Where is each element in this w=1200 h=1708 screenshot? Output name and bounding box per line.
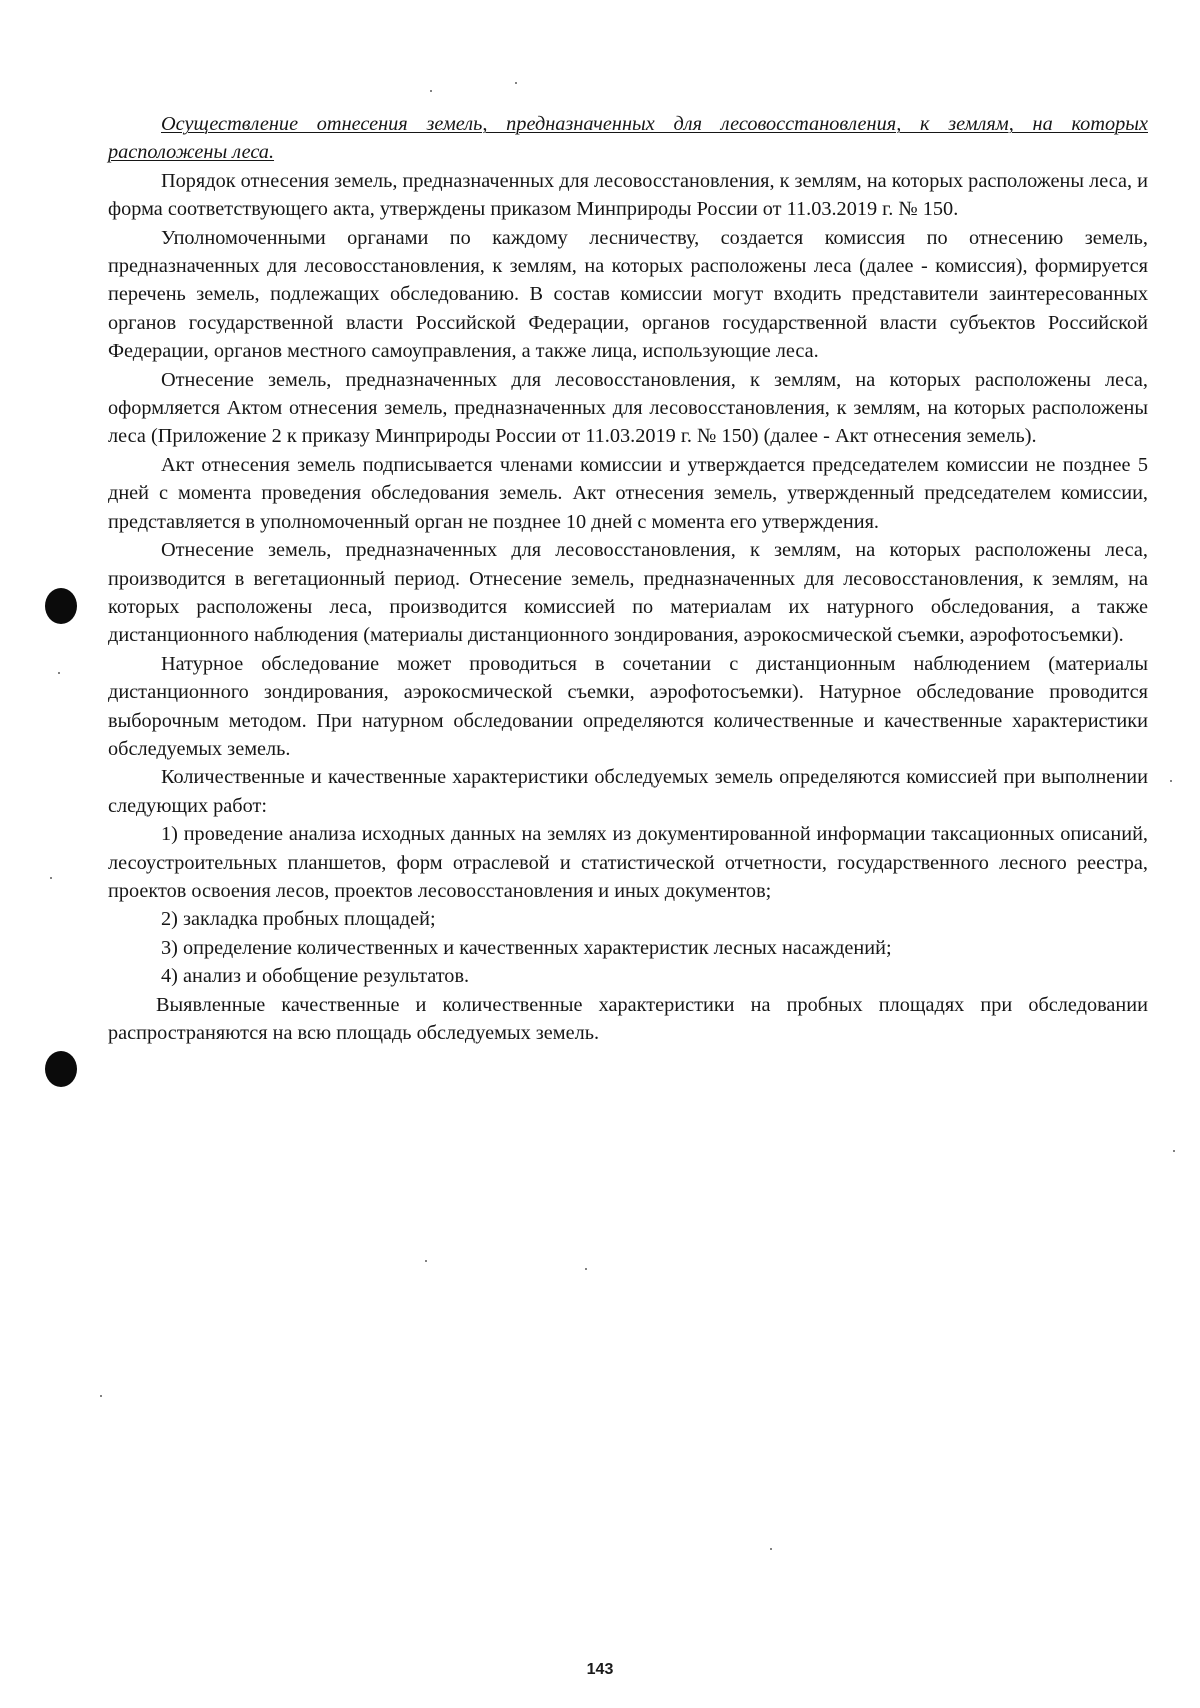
scan-speck bbox=[1170, 780, 1172, 782]
paragraph-order: Порядок отнесения земель, предназначенных для лесовосстановления, к землям, на которых расположены леса, и форма соответствующего акта, утверждены приказом Минприроды России от 11.03.2019 г. № 150. bbox=[108, 169, 1148, 221]
page-number: 143 bbox=[586, 1661, 614, 1678]
scan-speck bbox=[58, 672, 60, 674]
scan-speck bbox=[425, 1260, 427, 1262]
section-heading: Осуществление отнесения земель, предназначенных для лесовосстановления, к землям, на которых расположены леса. bbox=[108, 113, 1148, 164]
list-item-4: 4) анализ и обобщение результатов. bbox=[161, 965, 470, 988]
paragraph-field-survey: Натурное обследование может проводиться в сочетании с дистанционным наблюдением (материалы дистанционного зондирования, аэрокосмической съемки, аэрофотосъемки). Натурное обследование проводится выборочным методом. При натурном обследовании определяются количественные и качественные характеристики обследуемых земель. bbox=[108, 652, 1148, 760]
scan-speck bbox=[100, 1395, 102, 1397]
paragraph-vegetation-period: Отнесение земель, предназначенных для лесовосстановления, к землям, на которых расположены леса, производится в вегетационный период. Отнесение земель, предназначенных для лесовосстановления, к землям, на которых расположены леса, производится комиссией по материалам их натурного обследования, а также дистанционного наблюдения (материалы дистанционного зондирования, аэрокосмической съемки, аэрофотосъемки). bbox=[108, 539, 1148, 647]
paragraph-characteristics: Количественные и качественные характеристики обследуемых земель определяются комиссией при выполнении следующих работ: bbox=[108, 766, 1148, 817]
paragraph-act: Отнесение земель, предназначенных для лесовосстановления, к землям, на которых расположены леса, оформляется Актом отнесения земель, предназначенных для лесовосстановления, к землям, на которых расположены леса (Приложение 2 к приказу Минприроды России от 11.03.2019 г. № 150) (далее - Акт отнесения земель). bbox=[108, 368, 1148, 448]
list-item-2: 2) закладка пробных площадей; bbox=[161, 908, 436, 931]
paragraph-act-signing: Акт отнесения земель подписывается членами комиссии и утверждается председателем комиссии не позднее 5 дней с момента проведения обследования земель. Акт отнесения земель, утвержденный председателем комиссии, представляется в уполномоченный орган не позднее 10 дней с момента его утверждения. bbox=[108, 453, 1148, 533]
list-item-1: 1) проведение анализа исходных данных на землях из документированной информации таксационных описаний, лесоустроительных планшетов, форм отраслевой и статистической отчетности, государственного лесного реестра, проектов освоения лесов, проектов лесовосстановления и иных документов; bbox=[108, 823, 1148, 902]
punch-hole-mark bbox=[45, 1051, 77, 1087]
paragraph-commission: Уполномоченными органами по каждому лесничеству, создается комиссия по отнесению земель, предназначенных для лесовосстановления, к землям, на которых расположены леса (далее - комиссия), формируется перечень земель, подлежащих обследованию. В состав комиссии могут входить представители заинтересованных органов государственной власти Российской Федерации, органов государственной власти субъектов Российской Федерации, органов местного самоуправления, а также лица, использующие леса. bbox=[108, 226, 1148, 363]
scan-speck bbox=[430, 90, 432, 92]
punch-hole-mark bbox=[45, 588, 77, 624]
paragraph-conclusion: Выявленные качественные и количественные характеристики на пробных площадях при обследовании распространяются на всю площадь обследуемых земель. bbox=[108, 993, 1148, 1044]
scan-speck bbox=[585, 1268, 587, 1270]
scan-speck bbox=[50, 877, 52, 879]
list-item-3: 3) определение количественных и качественных характеристик лесных насаждений; bbox=[161, 936, 892, 959]
scan-speck bbox=[770, 1548, 772, 1550]
document-body bbox=[108, 110, 1148, 1047]
scan-speck bbox=[1173, 1150, 1175, 1152]
scan-speck bbox=[515, 82, 517, 84]
